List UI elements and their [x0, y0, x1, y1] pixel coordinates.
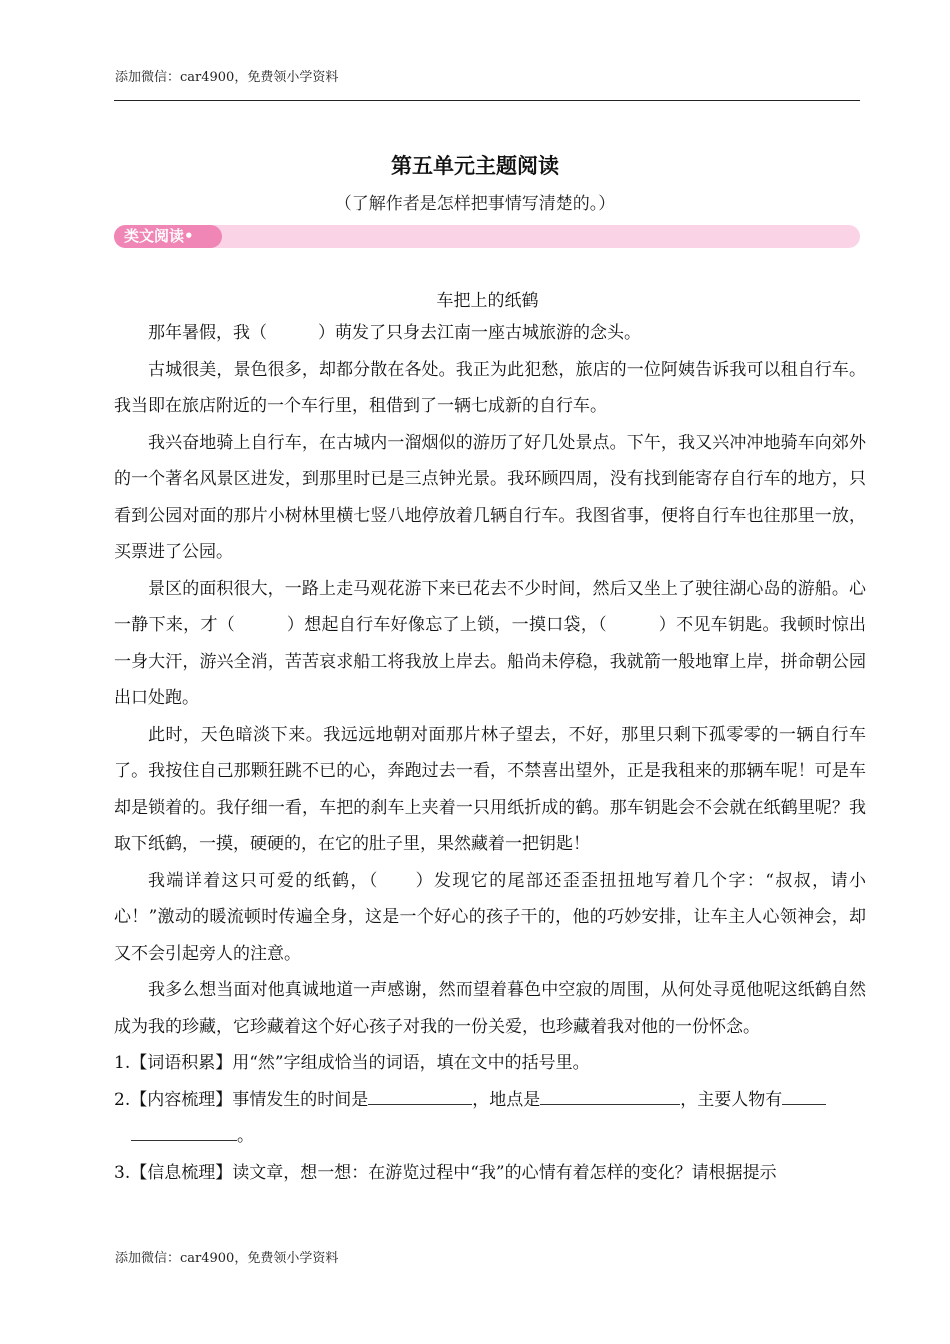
paragraph: 我兴奋地骑上自行车，在古城内一溜烟似的游历了好几处景点。下午，我又兴冲冲地骑车向郊外的一个著名风景区进发，到那里时已是三点钟光景。我环顾四周，没有找到能寄存自行车的地方，只看到公园对面的那片小树林里横七竖八地停放着几辆自行车。我图省事，便将自行车也往那里一放，买票进了公园。 — [114, 432, 866, 562]
paragraph: 景区的面积很大，一路上走马观花游下来已花去不少时间，然后又坐上了驶往湖心岛的游船。心一静下来，才（ ）想起自行车好像忘了上锁，一摸口袋，（ ）不见车钥匙。我顿时惊出一身大汗，游兴全消，苦苦哀求船工将我放上岸去。船尚未停稳，我就箭一般地窜上岸，拼命朝公园出口处跑。 — [114, 578, 866, 708]
question-2-place-label: ，地点是 — [472, 1089, 541, 1110]
question-3: 3.【信息梳理】读文章，想一想：在游览过程中“我”的心情有着怎样的变化？请根据提示 — [114, 1162, 777, 1183]
article-title: 车把上的纸鹤 — [436, 291, 539, 311]
section-banner — [114, 225, 860, 248]
paragraph: 那年暑假，我（ ）萌发了只身去江南一座古城旅游的念头。 — [148, 323, 641, 343]
header-divider — [114, 100, 860, 101]
question-2 — [114, 1082, 866, 1119]
section-tag: 类文阅读• — [114, 225, 222, 248]
paragraph: 此时，天色暗淡下来。我远远地朝对面那片林子望去，不好，那里只剩下孤零零的一辆自行车了。我按住自己那颗狂跳不已的心，奔跑过去一看，不禁喜出望外，正是我租来的那辆车呢！可是车却是锁着的。我仔细一看，车把的刹车上夹着一只用纸折成的鹤。那车钥匙会不会就在纸鹤里呢？我取下纸鹤，一摸，硬硬的，在它的肚子里，果然藏着一把钥匙！ — [114, 724, 866, 854]
header-note: 添加微信：car4900，免费领小学资料 — [115, 70, 339, 85]
paragraph: 古城很美，景色很多，却都分散在各处。我正为此犯愁，旅店的一位阿姨告诉我可以租自行车。我当即在旅店附近的一个车行里，租借到了一辆七成新的自行车。 — [114, 359, 866, 416]
answer-blank-time[interactable] — [368, 1084, 472, 1105]
question-2-end: 。 — [237, 1126, 254, 1146]
answer-blank-people[interactable] — [782, 1084, 826, 1105]
article-body — [114, 315, 866, 1191]
question-2-continuation — [114, 1118, 866, 1155]
page-subtitle: （了解作者是怎样把事情写清楚的。） — [334, 194, 616, 214]
paragraph: 我多么想当面对他真诚地道一声感谢，然而望着暮色中空寂的周围，从何处寻觅他呢这纸鹤自然成为我的珍藏，它珍藏着这个好心孩子对我的一份关爱，也珍藏着我对他的一份怀念。 — [114, 980, 866, 1037]
answer-blank-place[interactable] — [540, 1084, 680, 1105]
footer-note: 添加微信：car4900，免费领小学资料 — [115, 1251, 339, 1266]
question-2-people-label: ，主要人物有 — [680, 1089, 783, 1110]
answer-blank-people-cont[interactable] — [131, 1120, 237, 1141]
question-2-prefix: 2.【内容梳理】事情发生的时间是 — [114, 1089, 369, 1110]
paragraph: 我端详着这只可爱的纸鹤，（ ）发现它的尾部还歪歪扭扭地写着几个字：“叔叔，请小心！”激动的暖流顿时传遍全身，这是一个好心的孩子干的，他的巧妙安排，让车主人心领神会，却又不会引起旁人的注意。 — [114, 870, 866, 964]
page-title: 第五单元主题阅读 — [391, 154, 559, 178]
question-1: 1.【词语积累】用“然”字组成恰当的词语，填在文中的括号里。 — [114, 1053, 590, 1073]
